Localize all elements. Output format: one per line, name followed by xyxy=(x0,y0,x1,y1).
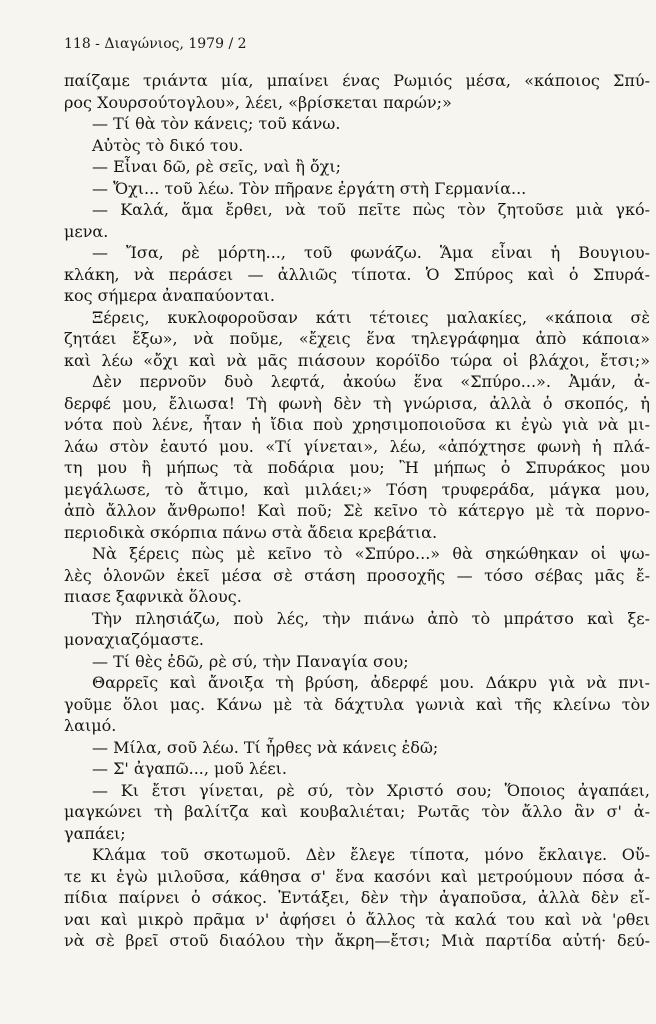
text-line: πιασε ξαφνικὰ ὅλους. xyxy=(64,587,242,606)
text-line: τη μου ἢ μήπως τὰ ποδάρια μου; Ἢ μήπως ὁ Σπυράκος μου xyxy=(64,458,650,477)
text-line: γαπάει; xyxy=(64,823,126,843)
text-line: κος σήμερα ἀναπαύονται. xyxy=(64,286,275,305)
text-line: Νὰ ξέρεις πὼς μὲ κεῖνο τὸ «Σπύρο...» θὰ σηκώθηκαν οἱ ψω- xyxy=(92,544,650,563)
text-line: λάω στὸν ἑαυτό μου. «Τί γίνεται», λέω, «ἀπόχτησε φωνὴ ἡ πλά- xyxy=(64,436,650,456)
text-line: — Τί θὲς ἐδῶ, ρὲ σύ, τὴν Παναγία σου; xyxy=(92,651,409,671)
text-line: Ξέρεις, κυκλοφοροῦσαν κάτι τέτοιες μαλακίες, «κάποια σὲ xyxy=(92,307,650,327)
text-line: — Μίλα, σοῦ λέω. Τί ἦρθες νὰ κάνεις ἐδῶ; xyxy=(92,737,439,757)
text-line: ἀπὸ ἄλλον ἄνθρωπο! Καὶ ποῦ; Σὲ κεῖνο τὸ κάτεργο μὲ τὰ πορνο- xyxy=(64,501,650,520)
text-line: — Σ' ἀγαπῶ..., μοῦ λέει. xyxy=(92,759,287,778)
text-line: παίζαμε τριάντα μία, μπαίνει ένας Ρωμιός μέσα, «κάποιος Σπύ- xyxy=(64,71,650,90)
text-line: ρος Χουρσούτογλου», λέει, «βρίσκεται παρών;» xyxy=(64,92,452,112)
text-line: ναι καὶ μικρὸ πρᾶμα ν' ἀφήσει ὁ ἄλλος τὰ καλά του καὶ νὰ 'ρθει xyxy=(64,909,650,929)
text-line: τε κι ἐγὼ μιλοῦσα, κάθησα σ' ἕνα κασόνι καὶ μετρούμουν πόσα ἀ- xyxy=(64,866,650,886)
text-line: μενα. xyxy=(64,221,109,241)
text-line: — Τί θὰ τὸν κάνεις; τοῦ κάνω. xyxy=(92,114,341,133)
text-line: λὲς ὁλονῶν ἐκεῖ μέσα σὲ στάση προσοχῆς — τόσο σέβας μᾶς ἔ- xyxy=(64,565,650,585)
text-line: — Ὄχι... τοῦ λέω. Τὸν πῆρανε ἐργάτη στὴ Γερμανία... xyxy=(92,178,527,198)
text-line: νὰ σὲ βρεῖ στοῦ διαόλου τὴν ἄκρη—ἔτσι; Μιὰ παρτίδα αὐτή· δεύ- xyxy=(64,931,650,950)
text-line: Αὐτὸς τὸ δικό του. xyxy=(92,135,244,155)
text-line: λαιμό. xyxy=(64,716,117,735)
text-line: περιοδικὰ σκόρπια πάνω στὰ ἄδεια κρεβάτια. xyxy=(64,522,438,542)
text-line: Τὴν πλησιάζω, ποὺ λές, τὴν πιάνω ἀπὸ τὸ μπράτσο καὶ ξε- xyxy=(92,608,650,628)
text-line: — Εἶναι δῶ, ρὲ σεῖς, ναὶ ἢ ὄχι; xyxy=(92,157,342,176)
text-line: — Ἴσα, ρὲ μόρτη..., τοῦ φωνάζω. Ἅμα εἶναι ἡ Βουγιου- xyxy=(92,243,650,262)
text-line: κλάκη, νὰ περάσει — ἀλλιῶς τίποτα. Ὁ Σπύρος καὶ ὁ Σπυρά- xyxy=(64,264,650,284)
text-line: Δὲν περνοῦν δυὸ λεφτά, ἀκούω ἕνα «Σπύρο...». Ἀμάν, ἀ- xyxy=(92,372,650,391)
text-line: Κλάμα τοῦ σκοτωμοῦ. Δὲν ἔλεγε τίποτα, μόνο ἔκλαιγε. Οὔ- xyxy=(92,845,650,864)
text-line: — Καλά, ἅμα ἔρθει, νὰ τοῦ πεῖτε πὼς τὸν ζητοῦσε μιὰ γκό- xyxy=(92,200,650,219)
text-line: Θαρρεῖς καὶ ἄνοιξα τὴ βρύση, ἀδερφέ μου. Δάκρυ γιὰ νὰ πνι- xyxy=(92,673,650,692)
body-text xyxy=(64,70,650,952)
text-line: γοῦμε ὅλοι μας. Κάνω μὲ τὰ δάχτυλα γωνιὰ καὶ τῆς κλείνω τὸν xyxy=(64,694,650,714)
text-line: μαγκώνει τὴ βαλίτζα καὶ κουβαλιέται; Ρωτᾶς τὸν ἄλλο ἂν σ' ἀ- xyxy=(64,802,650,821)
text-line: καὶ λέω «ὄχι καὶ νὰ μᾶς πιάσουν κορόϊδο τώρα οἱ βλάχοι, ἔτσι;» xyxy=(64,350,650,370)
text-line: — Κι ἔτσι γίνεται, ρὲ σύ, τὸν Χριστό σου; Ὅποιος ἀγαπάει, xyxy=(92,780,650,800)
text-line: ζητάει ἔξω», νὰ ποῦμε, «ἔχεις ἕνα τηλεγράφημα ἀπὸ κάποια» xyxy=(64,329,650,348)
text-line: μεγάλωσε, τὸ ἄτιμο, καὶ μιλάει;» Τόση τρυφεράδα, μάγκα μου, xyxy=(64,479,650,499)
text-line: νότα ποὺ λένε, ἦταν ἡ ἴδια ποὺ χρησιμοποιοῦσα κι ἐγὼ γιὰ νὰ μι- xyxy=(64,415,650,434)
text-line: δερφέ μου, ἔλιωσα! Τὴ φωνὴ δὲν τὴ γνώρισα, ἀλλὰ ὁ σκοπός, ἡ xyxy=(64,393,650,413)
text-line: μοναχιαζόμαστε. xyxy=(64,630,204,649)
text-line: πίδια παίρνει ὁ σάκος. Ἐντάξει, δὲν τὴν ἀγαποῦσα, ἀλλὰ δὲν εἴ- xyxy=(64,888,650,907)
page-header: 118 - Διαγώνιος, 1979 / 2 xyxy=(64,36,247,52)
